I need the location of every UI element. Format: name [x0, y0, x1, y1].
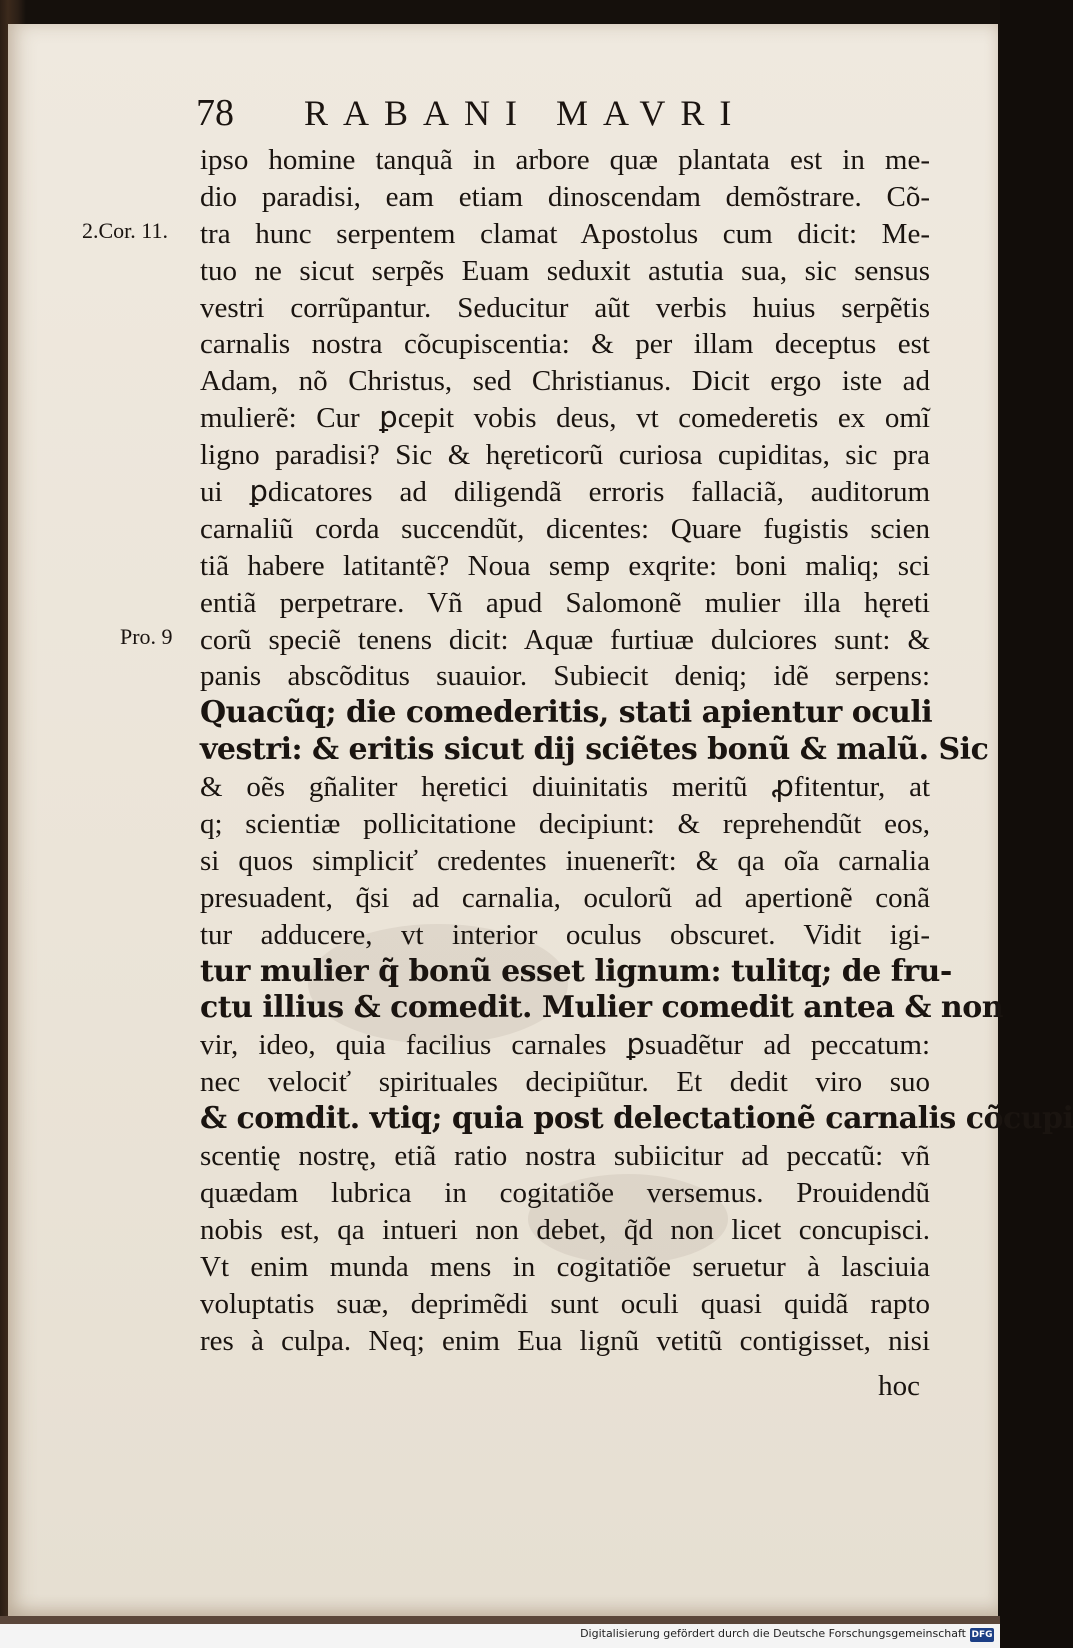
text-line: voluptatis suæ, deprimẽdi sunt oculi quasi quidã rapto — [200, 1287, 930, 1320]
text-line: scentię nostrę, etiã ratio nostra subiicitur ad peccatũ: vñ — [200, 1140, 930, 1173]
text-line: entiã perpetrare. Vñ apud Salomonẽ mulier illa hęreti — [200, 586, 930, 619]
text-line: tur mulier q̃ bonũ esset lignum: tulitq; de fru- — [200, 953, 952, 989]
text-line: tur adducere, vt interior oculus obscuret. Vidit igi- — [200, 918, 930, 951]
text-line: ctu illius & comedit. Mulier comedit antea & non — [200, 990, 1004, 1026]
text-line: nobis est, qa intueri non debet, q̃d non licet concupisci. — [200, 1213, 930, 1246]
text-line: si quos simpliciť credentes inuenerĩt: & qa oĩa carnalia — [200, 844, 930, 877]
text-line: res à culpa. Neq; enim Eua lignũ vetitũ contigisset, nisi — [200, 1324, 930, 1357]
text-line: carnalis nostra cõcupiscentia: & per illam deceptus est — [200, 328, 930, 361]
text-line: q; scientiæ pollicitatione decipiunt: & reprehendũt eos, — [200, 808, 930, 841]
footer-credit: Digitalisierung gefördert durch die Deutsche Forschungsgemeinschaft — [580, 1627, 966, 1640]
text-line: dio paradisi, eam etiam dinoscendam demõstrare. Cõ- — [200, 180, 930, 213]
page-number: 78 — [196, 92, 234, 134]
body-text — [200, 142, 1073, 1359]
text-line: nec velociť spirituales decipiũtur. Et dedit viro suo — [200, 1066, 930, 1099]
text-line: quædam lubrica in cogitatiõe versemus. Prouidendũ — [200, 1176, 930, 1209]
text-line: Adam, nõ Christus, sed Christianus. Dicit ergo iste ad — [200, 365, 930, 398]
text-line: carnaliũ corda succendũt, dicentes: Quare fugistis scien — [200, 512, 930, 545]
footer-bar — [0, 1624, 1000, 1648]
catchword: hoc — [878, 1370, 920, 1402]
text-line: vestri corrũpantur. Seducitur aũt verbis huius serpẽtis — [200, 291, 930, 324]
text-line: Quacũq; die comederitis, stati apientur oculi — [200, 695, 933, 731]
text-line: mulierẽ: Cur ꝑcepit vobis deus, vt comederetis ex omĩ — [200, 402, 930, 435]
text-line: vestri: & eritis sicut dij sciẽtes bonũ & malũ. Sic — [200, 732, 989, 768]
marginal-note: 2.Cor. 11. — [82, 218, 168, 243]
text-line: Vt enim munda mens in cogitatiõe seruetur à lasciuia — [200, 1250, 930, 1283]
text-line: panis abscõditus suauior. Subiecit deniq; idẽ serpens: — [200, 660, 930, 693]
text-line: vir, ideo, quia facilius carnales ꝑsuadẽtur ad peccatum: — [200, 1029, 930, 1062]
text-line: tiã habere latitantẽ? Noua semp exqrite: boni maliq; sci — [200, 549, 930, 582]
text-line: tuo ne sicut serpẽs Euam seduxit astutia sua, sic sensus — [200, 254, 930, 287]
marginal-note: Pro. 9 — [120, 624, 173, 649]
text-line: & comdit. vtiq; quia post delectationẽ carnalis cõcupi — [200, 1101, 1073, 1137]
text-line: ligno paradisi? Sic & hęreticorũ curiosa cupiditas, sic pra — [200, 439, 930, 472]
running-head: RABANI MAVRI — [304, 93, 747, 133]
page-edge — [0, 1616, 1000, 1624]
text-line: tra hunc serpentem clamat Apostolus cum dicit: Me- — [200, 217, 930, 250]
text-line: ipso homine tanquã in arbore quæ plantata est in me- — [200, 144, 930, 176]
dfg-logo[interactable]: DFG — [971, 1630, 993, 1640]
page-header — [196, 88, 876, 138]
text-line: presuadent, q̃si ad carnalia, oculorũ ad apertionẽ conã — [200, 881, 930, 914]
text-line: corũ speciẽ tenens dicit: Aquæ furtiuæ dulciores sunt: & — [200, 623, 930, 656]
text-line: ui ꝑdicatores ad diligendã erroris fallaciã, auditorum — [200, 476, 930, 509]
text-line: & oẽs gñaliter hęretici diuinitatis meritũ ꝓfitentur, at — [200, 771, 930, 804]
